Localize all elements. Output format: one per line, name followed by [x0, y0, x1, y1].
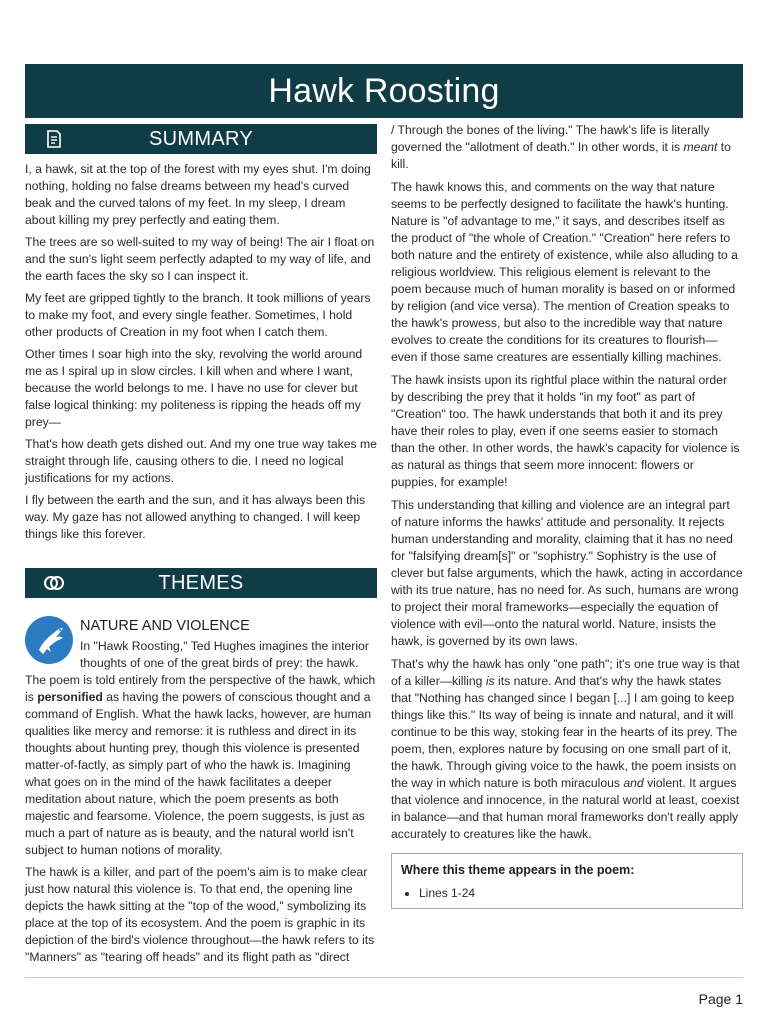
right-column: [391, 122, 743, 909]
theme-title: NATURE AND VIOLENCE: [80, 618, 250, 634]
theme-appearances-list: [401, 885, 733, 901]
theme-paragraph: The hawk knows this, and comments on the way that nature seems to be perfectly designed to facilitate the hawk's hunting. Nature is "of advantage to me," it says, and describes itself as the product of "the whole of Creation." "Creation" here refers to both nature and the entirety of existence, while also alluding to a religious worldview. This religious element is relevant to the poem because much of human morality is based on or informed by religion (and vice versa). The mention of Creation speaks to the hawk's prowess, but also to the incredible way that nature evolves to create the conditions for its creatures to flourish—even if those same creatures are essentially killing machines.: [391, 180, 738, 364]
summary-paragraph: Other times I soar high into the sky, revolving the world around me as I spiral up in slow circles. I kill when and where I want, because the world belongs to me. I have no use for clever but false logical thinking: my politeness is ripping the heads off my prey—: [25, 347, 363, 429]
theme-paragraph: The hawk is a killer, and part of the poem's aim is to make clear just how natural this violence is. To that end, the opening line depicts the hawk sitting at the "top of the wood," symbolizing its place at the top of its ecosystem. And the poem is graphic in its depiction of the bird's violence throughout—the hawk refers to its "Manners" as "tearing off heads" and its flight path as "direct: [25, 865, 375, 964]
interlocking-rings-icon: [43, 573, 65, 593]
theme-nature-violence: [25, 616, 377, 966]
theme-appearances-box: [391, 853, 743, 909]
list-item[interactable]: • Lines 1-24: [419, 885, 733, 901]
page-number: Page 1: [698, 991, 743, 1007]
hawk-icon: [25, 616, 73, 664]
summary-heading: SUMMARY: [149, 127, 253, 150]
document-icon: [43, 129, 65, 149]
themes-header: [25, 568, 377, 598]
theme-paragraph: In "Hawk Roosting," Ted Hughes imagines the interior thoughts of one of the great birds of prey: the hawk. The poem is told entirely from the perspective of the hawk, which is personified as having the powers of conscious thought and a command of English. What the hawk lacks, however, are human qualities like mercy and remorse: it is ruthless and direct in its thoughts about hunting prey, though this violence is presented matter-of-factly, as simply part of who the hawk is. Imagining what goes on in the mind of the hawk facilitates a deeper meditation about nature, which the poem presents as both majestic and fearsome. Violence, the poem suggests, is just as much a part of nature as is beauty, and the natural world isn't subject to human notions of morality.: [25, 639, 376, 857]
summary-body: [25, 161, 377, 543]
theme-paragraph: This understanding that killing and violence are an integral part of nature informs the hawks' attitude and personality. It rejects human understanding and morality, claiming that it has no need for "falsifying dream[s]" or "sophistry." Sophistry is the use of clever but false arguments, which the hawk, acting in accordance with its true nature, has no need for. As such, humans are wrong to project their moral frameworks—especially the equation of violence with evil—onto the natural world. Nature, insists the hawk, is governed by its own laws.: [391, 498, 743, 648]
summary-paragraph: That's how death gets dished out. And my one true way takes me straight through life, causing others to die. I need no logical justifications for my actions.: [25, 437, 377, 485]
summary-paragraph: My feet are gripped tightly to the branch. It took millions of years to make my foot, and every single feather. Sometimes, I hold other products of Creation in my foot when I catch them.: [25, 291, 371, 339]
summary-paragraph: I fly between the earth and the sun, and it has always been this way. My gaze has not allowed anything to changed. I will keep things like this forever.: [25, 493, 366, 541]
footer-divider: [25, 977, 743, 978]
page-title: Hawk Roosting: [25, 64, 743, 118]
glossary-term-link[interactable]: personified: [37, 690, 103, 704]
theme-paragraph: The hawk insists upon its rightful place within the natural order by describing the prey that it holds "in my foot" as part of "Creation" too. The hawk understands that both it and its prey have their roles to play, even if one seems easier to stomach than the other. In other words, the hawk's capacity for violence is as natural as things that seem more innocent: flowers or puppies, for example!: [391, 373, 740, 489]
theme-paragraph: / Through the bones of the living." The hawk's life is literally governed the "allotment of death." In other words, it is meant to kill.: [391, 123, 731, 171]
theme-appearances-title: Where this theme appears in the poem:: [401, 863, 635, 877]
left-column: [25, 124, 377, 971]
themes-heading: THEMES: [158, 571, 244, 594]
theme-paragraph: That's why the hawk has only "one path"; it's one true way is that of a killer—killing is its nature. And that's why the hawk states that "Nothing has changed since I began [...] I am going to keep things like this." Its way of being is innate and natural, and it will continue to be this way, stoking fear in the hearts of its prey. The poem, then, explores nature by focusing on one small part of it, the hawk. Through giving voice to the hawk, the poem insists on the way in which nature is both miraculous and violent. It argues that violence and innocence, in the natural world at least, coexist in balance—and that human moral frameworks don't really apply accurately to creatures like the hawk.: [391, 657, 740, 841]
summary-header: [25, 124, 377, 154]
summary-paragraph: The trees are so well-suited to my way of being! The air I float on and the sun's light seem perfectly adapted to my way of life, and the earth faces the sky so I can inspect it.: [25, 235, 375, 283]
summary-paragraph: I, a hawk, sit at the top of the forest with my eyes shut. I'm doing nothing, holding no false dreams between my head's curved beak and the curved talons of my feet. In my sleep, I dream about killing my prey perfectly and eating them.: [25, 162, 371, 227]
